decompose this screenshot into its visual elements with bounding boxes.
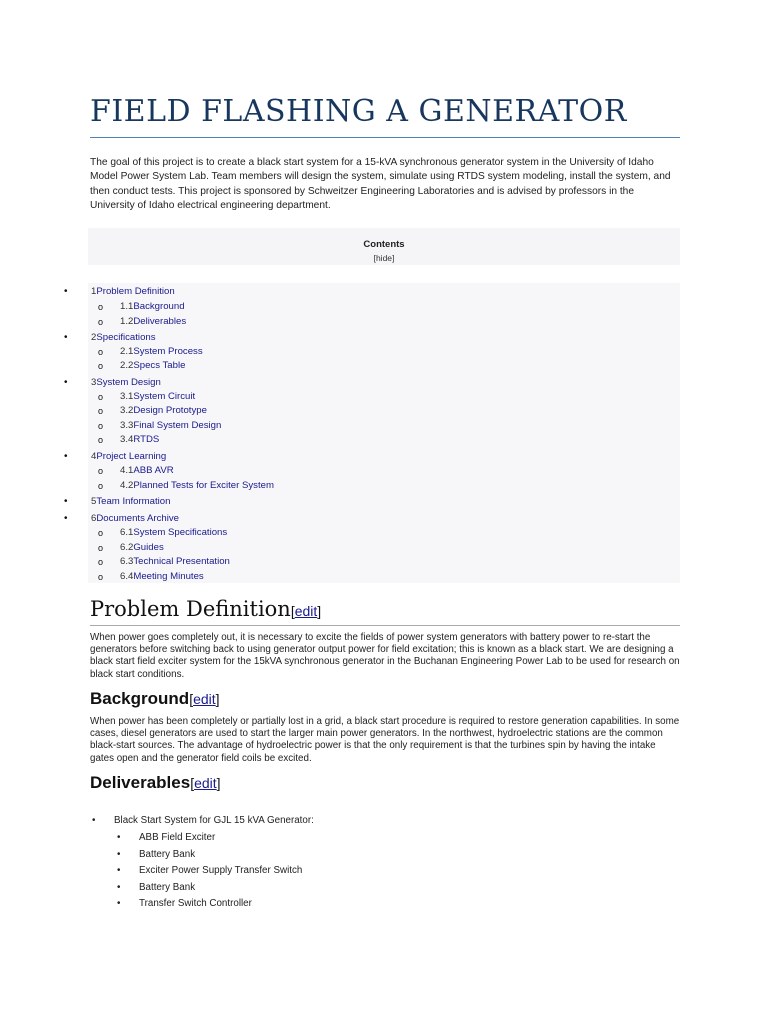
toc-item[interactable] (88, 464, 680, 478)
toc-link[interactable]: Design Prototype (133, 405, 207, 416)
heading-text: Background (90, 689, 190, 708)
title-divider (90, 137, 680, 138)
bullet-icon: • (117, 882, 121, 893)
deliverable-item: Transfer Switch Controller (139, 898, 252, 909)
toc-number: 3.3 (120, 420, 134, 431)
toc-title: Contents (363, 239, 405, 250)
toc-link[interactable]: Documents Archive (96, 513, 179, 524)
toc-link[interactable]: System Process (133, 346, 203, 357)
toc-item[interactable] (64, 495, 680, 509)
list-item (92, 814, 314, 827)
toc-number: 4.2 (120, 480, 134, 491)
bullet-icon: • (64, 332, 68, 343)
list-item (117, 897, 252, 910)
heading-background (90, 689, 220, 709)
toc-item[interactable] (88, 359, 680, 373)
toc-header (88, 228, 680, 265)
toc-number: 6.4 (120, 571, 134, 582)
list-item (117, 831, 216, 844)
toc-link[interactable]: Planned Tests for Exciter System (133, 480, 274, 491)
heading-text: Problem Definition (90, 597, 291, 621)
heading-problem-definition (90, 597, 321, 621)
bullet-icon: o (98, 361, 104, 371)
toc-item[interactable] (88, 390, 680, 404)
edit-section: [edit] (189, 691, 220, 707)
toc-link[interactable]: System Circuit (133, 391, 196, 402)
edit-link[interactable]: edit (193, 691, 216, 707)
bullet-icon: o (98, 421, 104, 431)
toc-number: 4 (91, 451, 97, 462)
toc-link[interactable]: Final System Design (133, 420, 222, 431)
bullet-icon: o (98, 543, 104, 553)
bullet-icon: • (117, 898, 121, 909)
bullet-icon: • (117, 832, 121, 843)
toc-link[interactable]: Team Information (96, 496, 171, 507)
edit-link[interactable]: edit (194, 775, 217, 791)
toc-link[interactable]: System Specifications (133, 527, 228, 538)
bullet-icon: o (98, 317, 104, 327)
toc-link[interactable]: Problem Definition (96, 286, 175, 297)
list-item (117, 864, 303, 877)
bullet-icon: • (64, 286, 68, 297)
bullet-icon: o (98, 435, 104, 445)
toc-number: 1 (91, 286, 97, 297)
heading-divider (90, 625, 680, 626)
toc-number: 6.2 (120, 542, 134, 553)
bullet-icon: o (98, 302, 104, 312)
toc-number: 1.1 (120, 301, 134, 312)
toc-item[interactable] (88, 315, 680, 329)
toc-item[interactable] (88, 570, 680, 584)
bullet-icon: o (98, 481, 104, 491)
toc-number: 2.2 (120, 360, 134, 371)
toc-item[interactable] (64, 285, 680, 299)
toc-number: 3.4 (120, 434, 134, 445)
heading-deliverables (90, 773, 221, 793)
list-item (117, 848, 196, 861)
background-paragraph: When power has been completely or partially lost in a grid, a black start procedure is required to restore generation capabilities. In some cases, diesel generators are used to start the larger main power generators. In the northwest, hydroelectric stations are the common black-start sources. The advantage of hydroelectric power is that the only requirement is that the turbines spin by having the intake gates open and the generator field coils be excited. (90, 716, 680, 764)
deliverable-item: ABB Field Exciter (139, 832, 216, 843)
toc-item[interactable] (64, 512, 680, 526)
toc-item[interactable] (88, 433, 680, 447)
toc-link[interactable]: Specifications (96, 332, 156, 343)
toc-item[interactable] (88, 541, 680, 555)
toc-link[interactable]: Project Learning (96, 451, 167, 462)
toc-item[interactable] (88, 479, 680, 493)
toc-item[interactable] (64, 331, 680, 345)
bullet-icon: o (98, 392, 104, 402)
intro-paragraph: The goal of this project is to create a black start system for a 15-kVA synchronous generator system in the University of Idaho Model Power System Lab. Team members will design the system, simulate using RTDS system modeling, install the system, and then conduct tests. This project is sponsored by Schweitzer Engineering Laboratories and is advised by professors in the University of Idaho electrical engineering department. (90, 157, 671, 211)
toc-number: 3.1 (120, 391, 134, 402)
bullet-icon: o (98, 406, 104, 416)
page-title: FIELD FLASHING A GENERATOR (90, 94, 627, 129)
bullet-icon: o (98, 528, 104, 538)
toc-item[interactable] (88, 404, 680, 418)
deliverable-item: Battery Bank (139, 849, 196, 860)
bullet-icon: o (98, 347, 104, 357)
toc-number: 4.1 (120, 465, 134, 476)
bullet-icon: • (64, 377, 68, 388)
toc-number: 6 (91, 513, 97, 524)
toc-item[interactable] (88, 526, 680, 540)
edit-section: [edit] (290, 603, 322, 619)
toc-number: 2 (91, 332, 97, 343)
heading-text: Deliverables (90, 773, 191, 792)
problem-paragraph: When power goes completely out, it is necessary to excite the fields of power system generators with battery power to re-start the generators before switching back to using generator output power for field excitation; this is known as a black start. We are designing a black start field exciter system for the 15kVA synchronous generator in the Buchanan Engineering Power Lab to be used for research on black start conditions. (90, 632, 680, 680)
toc-link[interactable]: Guides (133, 542, 164, 553)
bullet-icon: o (98, 466, 104, 476)
bullet-icon: • (64, 513, 68, 524)
toc-link[interactable]: System Design (96, 377, 161, 388)
toc-link[interactable]: Background (133, 301, 185, 312)
toc-link[interactable]: Specs Table (133, 360, 186, 371)
edit-section: [edit] (190, 775, 221, 791)
toc-number: 2.1 (120, 346, 134, 357)
toc-item[interactable] (88, 345, 680, 359)
bullet-icon: • (64, 451, 68, 462)
toc-number: 5 (91, 496, 97, 507)
toc-number: 6.3 (120, 556, 134, 567)
deliverable-main: Black Start System for GJL 15 kVA Generator: (114, 815, 314, 826)
toc-number: 3.2 (120, 405, 134, 416)
toc-number: 3 (91, 377, 97, 388)
toc-link[interactable]: Deliverables (133, 316, 187, 327)
deliverable-item: Battery Bank (139, 882, 196, 893)
deliverable-item: Exciter Power Supply Transfer Switch (139, 865, 303, 876)
bullet-icon: • (92, 815, 96, 826)
toc-item[interactable] (64, 450, 680, 464)
toc-number: 1.2 (120, 316, 134, 327)
toc-item[interactable] (88, 419, 680, 433)
bullet-icon: o (98, 557, 104, 567)
bullet-icon: o (98, 572, 104, 582)
toc-number: 6.1 (120, 527, 134, 538)
toc-item[interactable] (64, 376, 680, 390)
toc-link[interactable]: Technical Presentation (133, 556, 230, 567)
toc-item[interactable] (88, 555, 680, 569)
list-item (117, 881, 196, 894)
bullet-icon: • (117, 865, 121, 876)
toc-link[interactable]: ABB AVR (133, 465, 174, 476)
toc-link[interactable]: Meeting Minutes (133, 571, 204, 582)
bullet-icon: • (117, 849, 121, 860)
toc-item[interactable] (88, 300, 680, 314)
toc-hide-link[interactable]: [hide] (373, 253, 395, 263)
toc-link[interactable]: RTDS (133, 434, 160, 445)
edit-link[interactable]: edit (294, 603, 318, 619)
bullet-icon: • (64, 496, 68, 507)
